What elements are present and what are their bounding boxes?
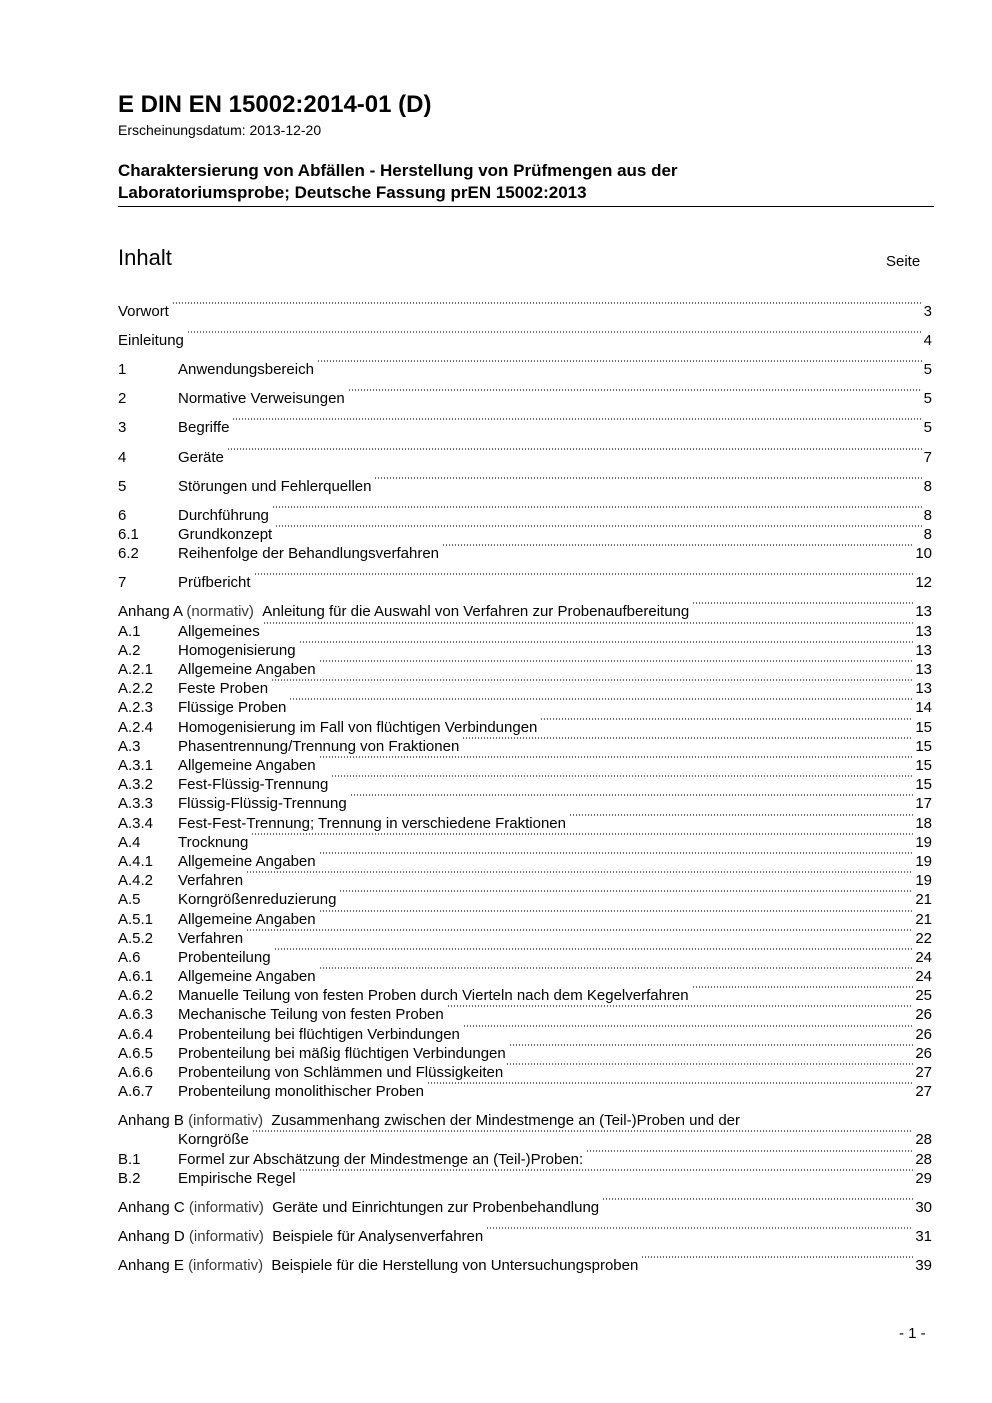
toc-entry-number: Anhang E <box>118 1257 184 1274</box>
toc-entry-number: A.2 <box>118 642 141 659</box>
toc-entry-number: A.6.1 <box>118 968 154 985</box>
page-number: - 1 - <box>899 1325 926 1342</box>
toc-dot-leader <box>272 506 922 508</box>
toc-entry-number: B.2 <box>118 1170 141 1187</box>
toc-entry-annex-lead <box>118 1111 740 1130</box>
toc-dot-leader <box>263 622 914 624</box>
toc-entry-page: 5 <box>923 419 932 436</box>
toc-entry-number: 6.2 <box>118 545 139 562</box>
toc-entry-page: 5 <box>923 390 932 407</box>
toc-dot-leader <box>586 1150 913 1152</box>
toc-dot-leader <box>692 986 914 988</box>
toc-entry-title: Homogenisierung <box>178 642 296 659</box>
toc-entry[interactable] <box>118 910 932 929</box>
toc-entry[interactable] <box>118 737 932 756</box>
toc-entry[interactable] <box>118 718 932 737</box>
toc-entry[interactable] <box>118 1111 932 1130</box>
toc-entry-page: 8 <box>923 526 932 543</box>
toc-entry[interactable] <box>118 1150 932 1169</box>
toc-entry-title: Probenteilung monolithischer Proben <box>178 1083 424 1100</box>
toc-dot-leader <box>569 814 913 816</box>
toc-dot-leader <box>274 948 914 950</box>
toc-dot-leader <box>319 910 914 912</box>
toc-entry-annex-lead <box>118 1227 483 1246</box>
toc-entry-title: Normative Verweisungen <box>178 390 345 407</box>
toc-dot-leader <box>348 389 922 391</box>
toc-entry[interactable] <box>118 506 932 525</box>
toc-entry-title: Trocknung <box>178 834 249 851</box>
toc-entry[interactable] <box>118 794 932 813</box>
toc-entry-continuation[interactable] <box>118 1130 932 1149</box>
toc-entry-title: Formel zur Abschätzung der Mindestmenge an (Teil-)Proben: <box>178 1151 584 1168</box>
toc-dot-leader <box>506 1063 913 1065</box>
toc-entry-number: A.3.4 <box>118 815 154 832</box>
toc-entry[interactable] <box>118 967 932 986</box>
toc-entry-number: 1 <box>118 361 127 378</box>
toc-entry[interactable] <box>118 602 932 621</box>
toc-entry-annex-type: (informativ) <box>188 1199 264 1216</box>
toc-entry-number: 6.1 <box>118 526 139 543</box>
toc-entry-title: Flüssige Proben <box>178 699 287 716</box>
toc-entry-title: Fest-Fest-Trennung; Trennung in verschiedene Fraktionen <box>178 815 566 832</box>
toc-dot-leader <box>442 544 913 546</box>
toc-entry-annex-type: (informativ) <box>188 1228 264 1245</box>
toc-entry-title: Geräte und Einrichtungen zur Probenbehandlung <box>272 1199 600 1216</box>
toc-entry-number: A.6.2 <box>118 987 154 1004</box>
toc-entry[interactable] <box>118 660 932 679</box>
toc-entry[interactable] <box>118 448 932 467</box>
toc-dot-leader <box>252 1130 913 1132</box>
toc-entry-number: A.3.1 <box>118 757 154 774</box>
toc-entry-page: 13 <box>915 642 932 659</box>
toc-entry-number: A.5.1 <box>118 911 154 928</box>
toc-entry-number: Anhang D <box>118 1228 185 1245</box>
toc-entry-page: 39 <box>915 1257 932 1274</box>
toc-entry-page: 26 <box>915 1045 932 1062</box>
toc-entry-title: Allgemeines <box>178 623 260 640</box>
toc-entry-page: 28 <box>915 1151 932 1168</box>
toc-entry[interactable] <box>118 890 932 909</box>
toc-entry-annex-lead <box>118 1256 638 1275</box>
toc-entry-number: A.3 <box>118 738 141 755</box>
toc-entry-number: A.2.1 <box>118 661 154 678</box>
toc-entry-page: 27 <box>915 1083 932 1100</box>
toc-dot-leader <box>299 1169 914 1171</box>
toc-entry-page: 13 <box>915 603 932 620</box>
toc-entry-number: A.3.2 <box>118 776 154 793</box>
toc-entry-page: 21 <box>915 891 932 908</box>
toc-dot-leader <box>427 1082 913 1084</box>
toc-entry[interactable] <box>118 871 932 890</box>
toc-dot-leader <box>246 929 913 931</box>
toc-entry[interactable] <box>118 1063 932 1082</box>
toc-entry[interactable] <box>118 986 932 1005</box>
toc-entry-annex-type: (informativ) <box>188 1112 264 1129</box>
document-title: Charaktersierung von Abfällen - Herstellung von Prüfmengen aus der Laboratoriumsprobe; Deutsche Fassung prEN 15002:2013 <box>118 161 678 202</box>
toc-entry-page: 4 <box>923 332 932 349</box>
toc-entry[interactable] <box>118 679 932 698</box>
toc-entry[interactable] <box>118 302 932 321</box>
toc-entry-title: Störungen und Fehlerquellen <box>178 478 372 495</box>
toc-entry[interactable] <box>118 1005 932 1024</box>
toc-entry-page: 19 <box>915 872 932 889</box>
toc-entry[interactable] <box>118 418 932 437</box>
toc-entry-page: 25 <box>915 987 932 1004</box>
toc-entry[interactable] <box>118 573 932 592</box>
toc-entry-page: 15 <box>915 776 932 793</box>
toc-entry-title: Zusammenhang zwischen der Mindestmenge an (Teil-)Proben und der <box>271 1112 740 1129</box>
toc-entry-number: A.6.5 <box>118 1045 154 1062</box>
toc-dot-leader <box>275 525 921 527</box>
toc-dot-leader <box>319 660 914 662</box>
toc-entry-number: 5 <box>118 478 127 495</box>
toc-entry-annex-type: (informativ) <box>188 1257 264 1274</box>
toc-entry-number: 7 <box>118 574 127 591</box>
toc-entry-title: Probenteilung bei mäßig flüchtigen Verbindungen <box>178 1045 506 1062</box>
toc-entry-title: Beispiele für die Herstellung von Untersuchungsproben <box>271 1257 639 1274</box>
toc-entry-title: Vorwort <box>118 303 169 320</box>
toc-entry-title: Begriffe <box>178 419 230 436</box>
toc-dot-leader <box>251 833 913 835</box>
toc-entry-page: 18 <box>915 815 932 832</box>
toc-entry-page: 19 <box>915 834 932 851</box>
toc-entry-title: Durchführung <box>178 507 269 524</box>
toc-dot-leader <box>509 1044 914 1046</box>
toc-entry[interactable] <box>118 1044 932 1063</box>
toc-entry-number: A.5.2 <box>118 930 154 947</box>
toc-entry-title: Korngrößenreduzierung <box>178 891 337 908</box>
toc-dot-leader <box>299 641 914 643</box>
toc-entry-title: Prüfbericht <box>178 574 251 591</box>
toc-entry[interactable] <box>118 852 932 871</box>
toc-entry-page: 7 <box>923 449 932 466</box>
toc-dot-leader <box>447 1005 914 1007</box>
toc-entry-number: A.2.4 <box>118 719 154 736</box>
toc-entry-title: Homogenisierung im Fall von flüchtigen Verbindungen <box>178 719 538 736</box>
toc-entry-annex-lead <box>118 602 689 621</box>
toc-entry[interactable] <box>118 1025 932 1044</box>
toc-entry-number: A.4 <box>118 834 141 851</box>
toc-dot-leader <box>319 756 914 758</box>
toc-entry-title: Beispiele für Analysenverfahren <box>272 1228 484 1245</box>
toc-dot-leader <box>319 852 914 854</box>
toc-entry-page: 8 <box>923 507 932 524</box>
toc-entry-page: 8 <box>923 478 932 495</box>
toc-entry-number: A.4.2 <box>118 872 154 889</box>
toc-entry[interactable] <box>118 331 932 350</box>
toc-entry-title: Anwendungsbereich <box>178 361 314 378</box>
toc-entry[interactable] <box>118 360 932 379</box>
toc-entry-title: Verfahren <box>178 872 244 889</box>
toc-entry-title: Manuelle Teilung von festen Proben durch Vierteln nach dem Kegelverfahren <box>178 987 689 1004</box>
toc-entry-number: A.2.3 <box>118 699 154 716</box>
toc-entry[interactable] <box>118 1082 932 1101</box>
toc-entry-title: Mechanische Teilung von festen Proben <box>178 1006 444 1023</box>
toc-entry-title: Feste Proben <box>178 680 269 697</box>
toc-entry-number: Anhang A <box>118 603 183 620</box>
toc-entry-page: 17 <box>915 795 932 812</box>
toc-dot-leader <box>374 477 921 479</box>
toc-entry-title: Allgemeine Angaben <box>178 853 316 870</box>
toc-entry-title: Flüssig-Flüssig-Trennung <box>178 795 347 812</box>
toc-entry-title: Allgemeine Angaben <box>178 911 316 928</box>
toc-entry-title: Phasentrennung/Trennung von Fraktionen <box>178 738 460 755</box>
toc-entry-annex-lead <box>118 1198 599 1217</box>
toc-entry-number: 4 <box>118 449 127 466</box>
toc-dot-leader <box>172 302 922 304</box>
publication-date: Erscheinungsdatum: 2013-12-20 <box>118 122 322 138</box>
toc-entry[interactable] <box>118 775 932 794</box>
toc-entry-page: 29 <box>915 1170 932 1187</box>
toc-entry-page: 14 <box>915 699 932 716</box>
toc-entry-page: 15 <box>915 738 932 755</box>
toc-entry[interactable] <box>118 1227 932 1246</box>
toc-entry-number: Anhang B <box>118 1112 184 1129</box>
toc-entry[interactable] <box>118 477 932 496</box>
toc-dot-leader <box>692 602 913 604</box>
toc-entry-page: 27 <box>915 1064 932 1081</box>
toc-entry[interactable] <box>118 1198 932 1217</box>
toc-entry-page: 26 <box>915 1006 932 1023</box>
toc-dot-leader <box>331 775 913 777</box>
toc-entry-title: Reihenfolge der Behandlungsverfahren <box>178 545 440 562</box>
toc-entry[interactable] <box>118 1256 932 1275</box>
toc-dot-leader <box>187 331 922 333</box>
toc-entry-title: Allgemeine Angaben <box>178 757 316 774</box>
toc-entry-page: 31 <box>915 1228 932 1245</box>
toc-entry[interactable] <box>118 525 932 544</box>
toc-dot-leader <box>227 448 922 450</box>
toc-entry-number: 2 <box>118 390 127 407</box>
toc-entry-number: A.4.1 <box>118 853 154 870</box>
toc-entry-number: Anhang C <box>118 1199 185 1216</box>
toc-entry-page: 22 <box>915 930 932 947</box>
toc-entry-title: Allgemeine Angaben <box>178 968 316 985</box>
toc-entry[interactable] <box>118 1169 932 1188</box>
toc-entry-number: B.1 <box>118 1151 141 1168</box>
toc-entry-page: 21 <box>915 911 932 928</box>
toc-dot-leader <box>317 360 922 362</box>
toc-dot-leader <box>540 718 913 720</box>
toc-entry-page: 26 <box>915 1026 932 1043</box>
toc-entry-page: 15 <box>915 719 932 736</box>
toc-entry-title: Geräte <box>178 449 224 466</box>
toc-entry-page: 13 <box>915 680 932 697</box>
toc-entry-title: Probenteilung von Schlämmen und Flüssigkeiten <box>178 1064 504 1081</box>
toc-entry[interactable] <box>118 389 932 408</box>
toc-entry-title: Probenteilung <box>178 949 271 966</box>
toc-entry-number: A.5 <box>118 891 141 908</box>
toc-entry-page: 10 <box>915 545 932 562</box>
toc-entry-title: Fest-Flüssig-Trennung <box>178 776 329 793</box>
toc-entry-page: 5 <box>923 361 932 378</box>
toc-entry[interactable] <box>118 948 932 967</box>
toc-dot-leader <box>289 698 913 700</box>
toc-page-column-label: Seite <box>886 253 921 270</box>
toc-entry-number: A.6.3 <box>118 1006 154 1023</box>
toc-entry-number: A.2.2 <box>118 680 154 697</box>
toc-entry-title-continued: Korngröße <box>178 1131 249 1148</box>
toc-entry-page: 30 <box>915 1199 932 1216</box>
toc-entry-page: 12 <box>915 574 932 591</box>
toc-entry-page: 28 <box>915 1131 932 1148</box>
toc-dot-leader <box>232 418 921 420</box>
toc-dot-leader <box>339 890 913 892</box>
toc-entry[interactable] <box>118 698 932 717</box>
toc-entry-number: 6 <box>118 507 127 524</box>
toc-dot-leader <box>271 679 913 681</box>
toc-entry-number: 3 <box>118 419 127 436</box>
toc-entry-number: A.6.4 <box>118 1026 154 1043</box>
toc-entry[interactable] <box>118 756 932 775</box>
toc-entry-page: 24 <box>915 949 932 966</box>
toc-entry-number: A.6.6 <box>118 1064 154 1081</box>
toc-entry[interactable] <box>118 544 932 563</box>
toc-dot-leader <box>486 1227 913 1229</box>
toc-dot-leader <box>246 871 913 873</box>
toc-entry-title: Einleitung <box>118 332 184 349</box>
toc-heading: Inhalt <box>118 245 172 270</box>
toc-dot-leader <box>319 967 914 969</box>
toc-dot-leader <box>463 1025 913 1027</box>
title-rule <box>118 206 934 207</box>
toc-entry[interactable] <box>118 929 932 948</box>
toc-entry-annex-type: (normativ) <box>186 603 254 620</box>
toc-entry-number: A.3.3 <box>118 795 154 812</box>
toc-entry-page: 19 <box>915 853 932 870</box>
toc-entry-title: Allgemeine Angaben <box>178 661 316 678</box>
toc-entry-page: 13 <box>915 661 932 678</box>
toc-entry-number: A.6.7 <box>118 1083 154 1100</box>
toc-entry-title: Probenteilung bei flüchtigen Verbindungen <box>178 1026 460 1043</box>
toc-entry-page: 13 <box>915 623 932 640</box>
toc-entry-title: Empirische Regel <box>178 1170 296 1187</box>
toc-entry[interactable] <box>118 814 932 833</box>
toc-entry-page: 3 <box>923 303 932 320</box>
toc-dot-leader <box>350 794 914 796</box>
toc-entry-title: Anleitung für die Auswahl von Verfahren zur Probenaufbereitung <box>262 603 690 620</box>
toc-entry-page: 24 <box>915 968 932 985</box>
toc-dot-leader <box>641 1256 913 1258</box>
document-id: E DIN EN 15002:2014-01 (D) <box>118 91 432 118</box>
toc-dot-leader <box>254 573 914 575</box>
toc-entry-number: A.6 <box>118 949 141 966</box>
toc-entry-page: 15 <box>915 757 932 774</box>
toc-entry[interactable] <box>118 833 932 852</box>
toc-entry-title: Verfahren <box>178 930 244 947</box>
toc-entry-number: A.1 <box>118 623 141 640</box>
toc-entry[interactable] <box>118 641 932 660</box>
toc-dot-leader <box>602 1198 913 1200</box>
toc-entry-title: Grundkonzept <box>178 526 273 543</box>
toc-dot-leader <box>462 737 913 739</box>
toc-entry[interactable] <box>118 622 932 641</box>
